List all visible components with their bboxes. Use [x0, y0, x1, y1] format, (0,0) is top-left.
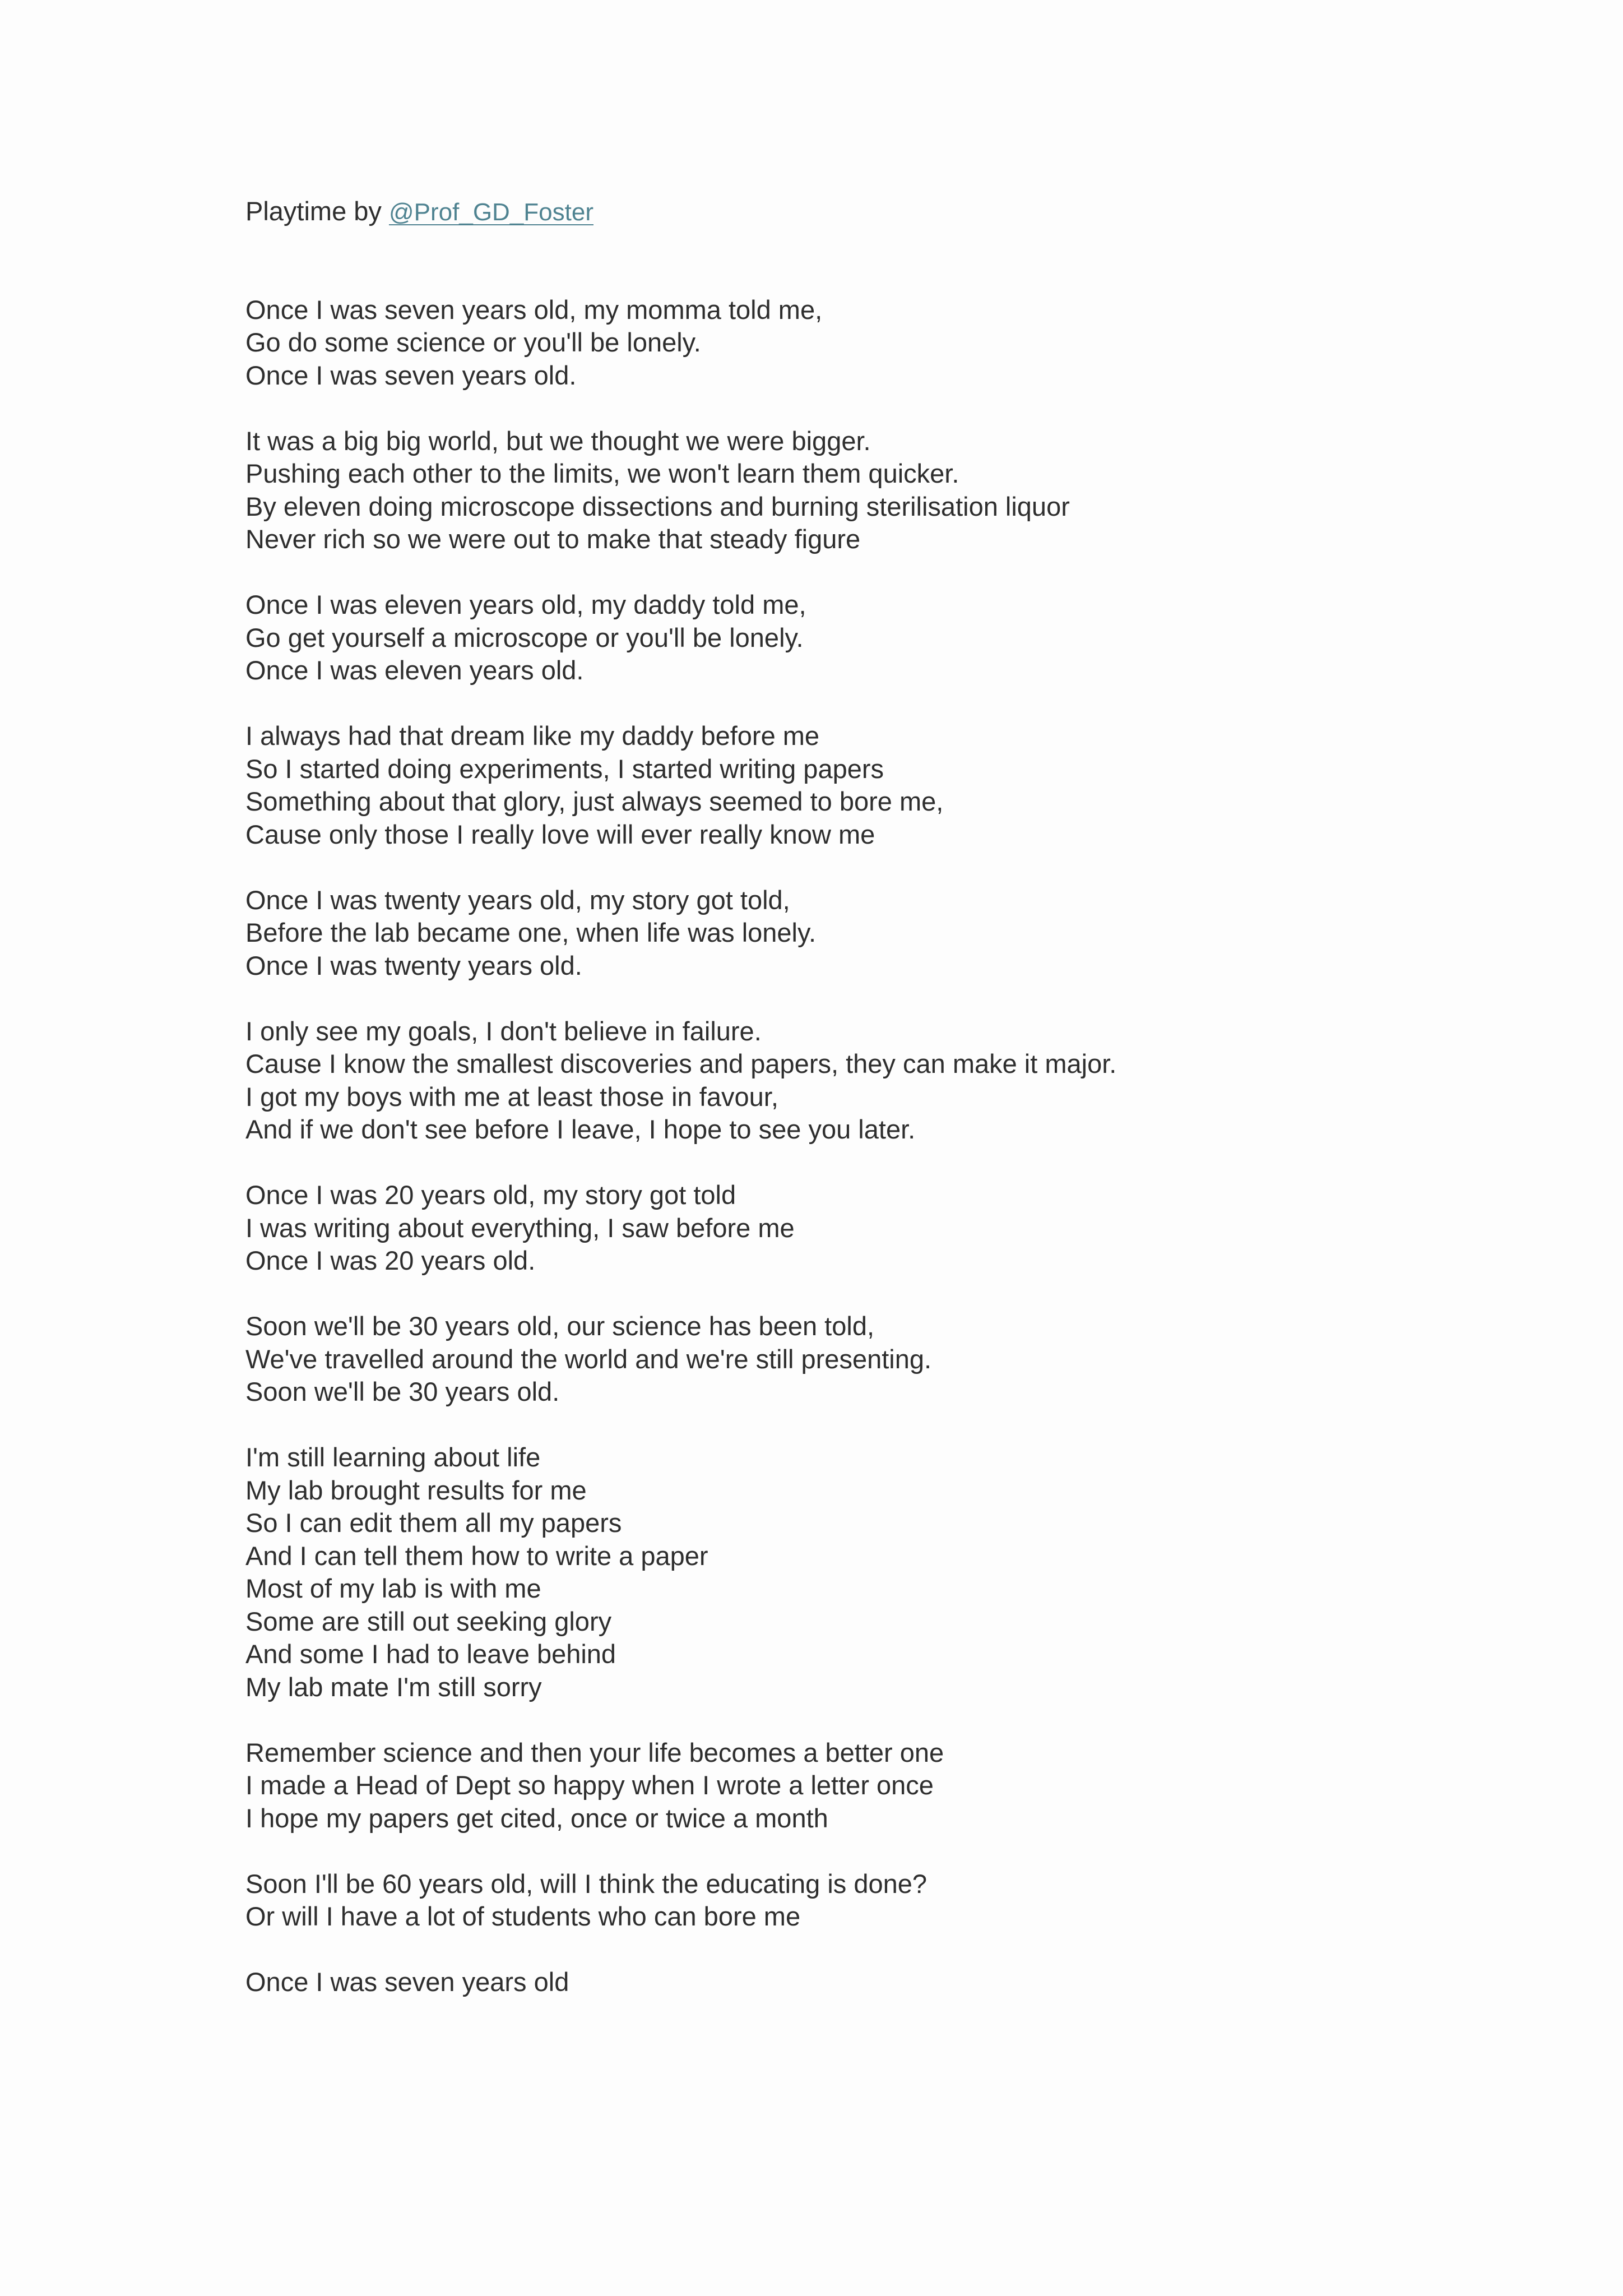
poem-stanza	[245, 425, 1478, 556]
poem-line: Once I was eleven years old.	[245, 655, 584, 685]
poem-stanza	[245, 1310, 1478, 1409]
author-handle-link[interactable]: @Prof_GD_Foster	[388, 198, 593, 226]
poem-line: Most of my lab is with me	[245, 1573, 541, 1603]
poem-line: And I can tell them how to write a paper	[245, 1540, 708, 1571]
poem-line: Once I was 20 years old, my story got told	[245, 1180, 736, 1210]
poem-line: Go get yourself a microscope or you'll be lonely.	[245, 622, 804, 652]
title-prefix: Playtime by	[245, 196, 382, 226]
poem-line: I'm still learning about life	[245, 1442, 541, 1472]
poem-line: I always had that dream like my daddy before me	[245, 721, 820, 751]
poem-line: Cause only those I really love will ever really know me	[245, 819, 875, 849]
poem-stanza	[245, 884, 1478, 983]
poem-line: By eleven doing microscope dissections and burning sterilisation liquor	[245, 491, 1070, 521]
poem-stanza	[245, 294, 1478, 392]
poem-line: Go do some science or you'll be lonely.	[245, 327, 701, 357]
poem-line: I hope my papers get cited, once or twice a month	[245, 1803, 828, 1833]
poem-line: We've travelled around the world and we're still presenting.	[245, 1344, 932, 1374]
poem-stanza	[245, 1015, 1478, 1146]
poem-body	[245, 294, 1478, 1999]
poem-line: Soon we'll be 30 years old.	[245, 1377, 560, 1406]
document-title	[245, 195, 1478, 228]
poem-line: And some I had to leave behind	[245, 1639, 616, 1669]
poem-line: Soon I'll be 60 years old, will I think the educating is done?	[245, 1868, 928, 1899]
poem-stanza	[245, 1737, 1478, 1835]
poem-line: I was writing about everything, I saw before me	[245, 1212, 795, 1243]
poem-line: And if we don't see before I leave, I hope to see you later.	[245, 1114, 916, 1144]
poem-stanza	[245, 720, 1478, 851]
poem-line: So I can edit them all my papers	[245, 1508, 622, 1538]
document-page	[245, 195, 1478, 2031]
poem-stanza	[245, 1868, 1478, 1933]
poem-line: I made a Head of Dept so happy when I wrote a letter once	[245, 1770, 934, 1800]
poem-line: I only see my goals, I don't believe in failure.	[245, 1016, 762, 1046]
poem-stanza	[245, 1441, 1478, 1704]
poem-line: Some are still out seeking glory	[245, 1606, 612, 1636]
poem-line: Something about that glory, just always seemed to bore me,	[245, 786, 944, 816]
poem-line: Soon we'll be 30 years old, our science has been told,	[245, 1311, 875, 1341]
poem-line: Once I was 20 years old.	[245, 1246, 536, 1275]
poem-line: Once I was seven years old	[245, 1967, 569, 1997]
poem-line: Before the lab became one, when life was lonely.	[245, 918, 817, 947]
poem-line: Never rich so we were out to make that steady figure	[245, 524, 861, 554]
poem-stanza	[245, 589, 1478, 687]
poem-line: My lab mate I'm still sorry	[245, 1672, 542, 1702]
poem-line: Cause I know the smallest discoveries and papers, they can make it major.	[245, 1049, 1117, 1078]
poem-line: So I started doing experiments, I started writing papers	[245, 753, 884, 784]
poem-line: Once I was eleven years old, my daddy told me,	[245, 590, 806, 619]
poem-line: I got my boys with me at least those in favour,	[245, 1081, 778, 1112]
poem-line: Once I was twenty years old, my story got told,	[245, 885, 790, 915]
poem-line: My lab brought results for me	[245, 1475, 587, 1505]
poem-stanza	[245, 1966, 1478, 1999]
poem-stanza	[245, 1179, 1478, 1277]
poem-line: Remember science and then your life becomes a better one	[245, 1737, 944, 1767]
poem-line: Pushing each other to the limits, we won't learn them quicker.	[245, 459, 959, 488]
poem-line: Once I was seven years old.	[245, 360, 577, 390]
poem-line: Or will I have a lot of students who can bore me	[245, 1901, 801, 1931]
poem-line: Once I was seven years old, my momma told me,	[245, 294, 823, 325]
poem-line: It was a big big world, but we thought we were bigger.	[245, 425, 871, 456]
poem-line: Once I was twenty years old.	[245, 950, 582, 980]
